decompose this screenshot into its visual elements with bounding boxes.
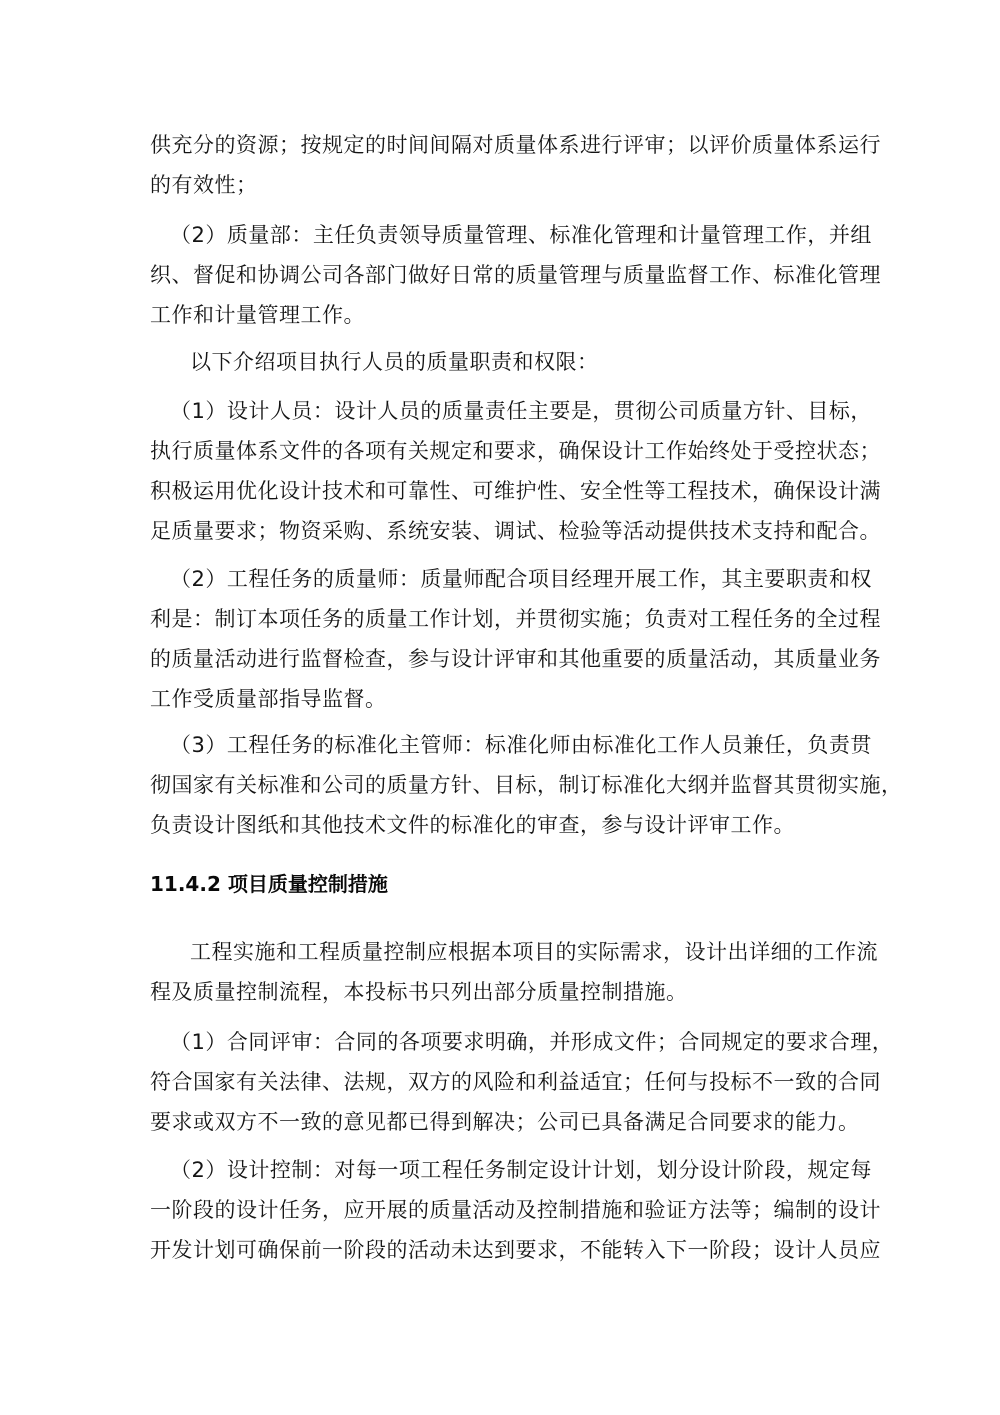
section-heading: 11.4.2 项目质量控制措施	[150, 872, 388, 896]
text-line: 足质量要求；物资采购、系统安装、调试、检验等活动提供技术支持和配合。	[150, 519, 881, 543]
text-line: （2）质量部：主任负责领导质量管理、标准化管理和计量管理工作，并组	[170, 223, 872, 247]
text-line: 一阶段的设计任务，应开展的质量活动及控制措施和验证方法等；编制的设计	[150, 1198, 881, 1222]
text-line: （3）工程任务的标准化主管师：标准化师由标准化工作人员兼任，负责贯	[170, 733, 872, 757]
text-line: （2）工程任务的质量师：质量师配合项目经理开展工作，其主要职责和权	[170, 567, 872, 591]
text-line: 工程实施和工程质量控制应根据本项目的实际需求，设计出详细的工作流	[190, 940, 878, 964]
text-line: 以下介绍项目执行人员的质量职责和权限：	[190, 350, 599, 374]
text-line: 积极运用优化设计技术和可靠性、可维护性、安全性等工程技术，确保设计满	[150, 479, 881, 503]
text-line: 织、督促和协调公司各部门做好日常的质量管理与质量监督工作、标准化管理	[150, 263, 881, 287]
text-line: 的有效性；	[150, 173, 258, 197]
text-line: 负责设计图纸和其他技术文件的标准化的审查，参与设计评审工作。	[150, 813, 795, 837]
text-line: （1）合同评审：合同的各项要求明确，并形成文件；合同规定的要求合理，	[170, 1030, 894, 1054]
text-line: 符合国家有关法律、法规，双方的风险和利益适宜；任何与投标不一致的合同	[150, 1070, 881, 1094]
text-line: （2）设计控制：对每一项工程任务制定设计计划，划分设计阶段，规定每	[170, 1158, 872, 1182]
text-line: 程及质量控制流程，本投标书只列出部分质量控制措施。	[150, 980, 688, 1004]
text-line: 供充分的资源；按规定的时间间隔对质量体系进行评审；以评价质量体系运行	[150, 133, 881, 157]
text-line: 开发计划可确保前一阶段的活动未达到要求，不能转入下一阶段；设计人员应	[150, 1238, 881, 1262]
text-line: 执行质量体系文件的各项有关规定和要求，确保设计工作始终处于受控状态；	[150, 439, 881, 463]
text-line: 的质量活动进行监督检查，参与设计评审和其他重要的质量活动，其质量业务	[150, 647, 881, 671]
text-line: 要求或双方不一致的意见都已得到解决；公司已具备满足合同要求的能力。	[150, 1110, 860, 1134]
text-line: （1）设计人员：设计人员的质量责任主要是，贯彻公司质量方针、目标，	[170, 399, 872, 423]
text-line: 工作和计量管理工作。	[150, 303, 365, 327]
text-line: 彻国家有关标准和公司的质量方针、目标，制订标准化大纲并监督其贯彻实施，	[150, 773, 903, 797]
text-line: 工作受质量部指导监督。	[150, 687, 387, 711]
text-line: 利是：制订本项任务的质量工作计划，并贯彻实施；负责对工程任务的全过程	[150, 607, 881, 631]
